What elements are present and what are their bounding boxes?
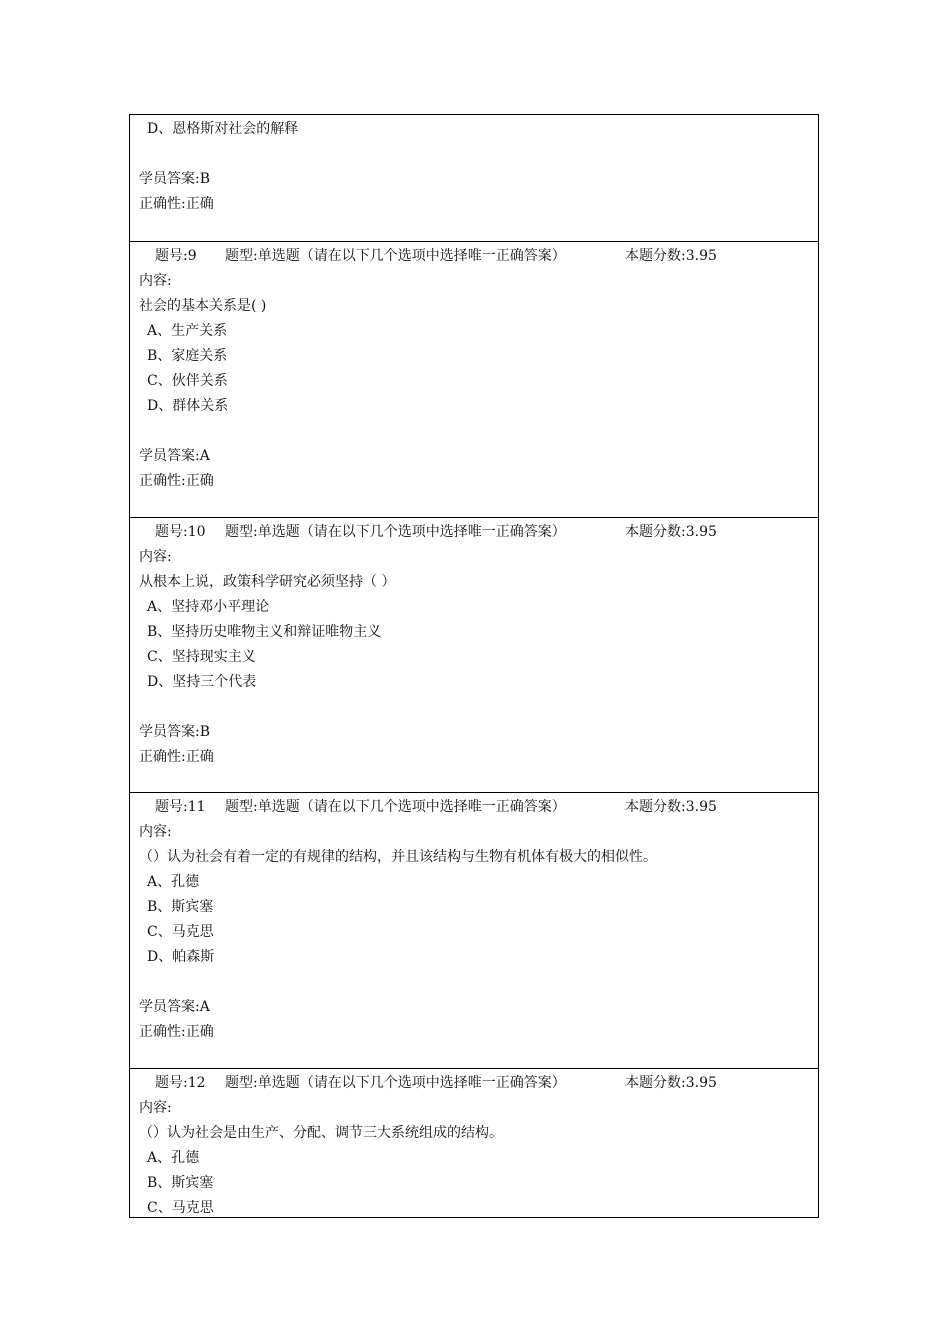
option-c: C、伙伴关系 xyxy=(147,373,228,389)
question-score: 本题分数:3.95 xyxy=(625,799,717,815)
question-stem: （）认为社会是由生产、分配、调节三大系统组成的结构。 xyxy=(139,1125,503,1141)
option-b: B、斯宾塞 xyxy=(147,1175,214,1191)
question-header xyxy=(139,1071,818,1096)
question-header xyxy=(139,795,818,820)
question-number: 题号:10 xyxy=(155,524,206,540)
spacer xyxy=(139,419,818,444)
content-label: 内容: xyxy=(139,549,172,565)
question-header xyxy=(139,520,818,545)
option-c: C、马克思 xyxy=(147,924,214,940)
option-a: A、生产关系 xyxy=(147,323,228,339)
spacer xyxy=(139,695,818,720)
option-d: D、帕森斯 xyxy=(147,949,215,965)
student-answer: 学员答案:A xyxy=(139,448,210,464)
student-answer: 学员答案:B xyxy=(139,724,211,740)
option-b: B、坚持历史唯物主义和辩证唯物主义 xyxy=(147,624,382,640)
question-stem: （）认为社会有着一定的有规律的结构，并且该结构与生物有机体有极大的相似性。 xyxy=(139,849,657,865)
option-b: B、斯宾塞 xyxy=(147,899,214,915)
question-score: 本题分数:3.95 xyxy=(625,248,717,264)
content-label: 内容: xyxy=(139,824,172,840)
spacer xyxy=(139,142,818,167)
correctness: 正确性:正确 xyxy=(139,196,214,212)
question-type: 题型:单选题（请在以下几个选项中选择唯一正确答案） xyxy=(225,799,566,815)
option-b: B、家庭关系 xyxy=(147,348,228,364)
correctness: 正确性:正确 xyxy=(139,1024,214,1040)
option-c: C、坚持现实主义 xyxy=(147,649,256,665)
question-type: 题型:单选题（请在以下几个选项中选择唯一正确答案） xyxy=(225,524,566,540)
question-number: 题号:9 xyxy=(155,248,197,264)
option-d: D、坚持三个代表 xyxy=(147,674,257,690)
question-score: 本题分数:3.95 xyxy=(625,524,717,540)
question-number: 题号:11 xyxy=(155,799,206,815)
question-cell-10 xyxy=(130,517,818,792)
question-score: 本题分数:3.95 xyxy=(625,1075,717,1091)
option-a: A、坚持邓小平理论 xyxy=(147,599,270,615)
question-stem: 社会的基本关系是( ) xyxy=(139,298,267,314)
student-answer: 学员答案:B xyxy=(139,171,211,187)
question-cell-11 xyxy=(130,792,818,1068)
question-cell-9 xyxy=(130,241,818,517)
option-d: D、恩格斯对社会的解释 xyxy=(147,121,299,137)
option-c: C、马克思 xyxy=(147,1200,214,1216)
content-label: 内容: xyxy=(139,1100,172,1116)
question-table xyxy=(129,114,819,1218)
option-a: A、孔德 xyxy=(147,874,200,890)
content-label: 内容: xyxy=(139,273,172,289)
question-type: 题型:单选题（请在以下几个选项中选择唯一正确答案） xyxy=(225,248,566,264)
correctness: 正确性:正确 xyxy=(139,473,214,489)
spacer xyxy=(139,970,818,995)
question-type: 题型:单选题（请在以下几个选项中选择唯一正确答案） xyxy=(225,1075,566,1091)
question-header xyxy=(139,244,818,269)
question-stem: 从根本上说，政策科学研究必须坚持（ ） xyxy=(139,574,396,590)
question-cell-continued xyxy=(130,115,818,241)
student-answer: 学员答案:A xyxy=(139,999,210,1015)
question-number: 题号:12 xyxy=(155,1075,206,1091)
correctness: 正确性:正确 xyxy=(139,749,214,765)
question-cell-12 xyxy=(130,1068,818,1217)
option-d: D、群体关系 xyxy=(147,398,229,414)
option-a: A、孔德 xyxy=(147,1150,200,1166)
